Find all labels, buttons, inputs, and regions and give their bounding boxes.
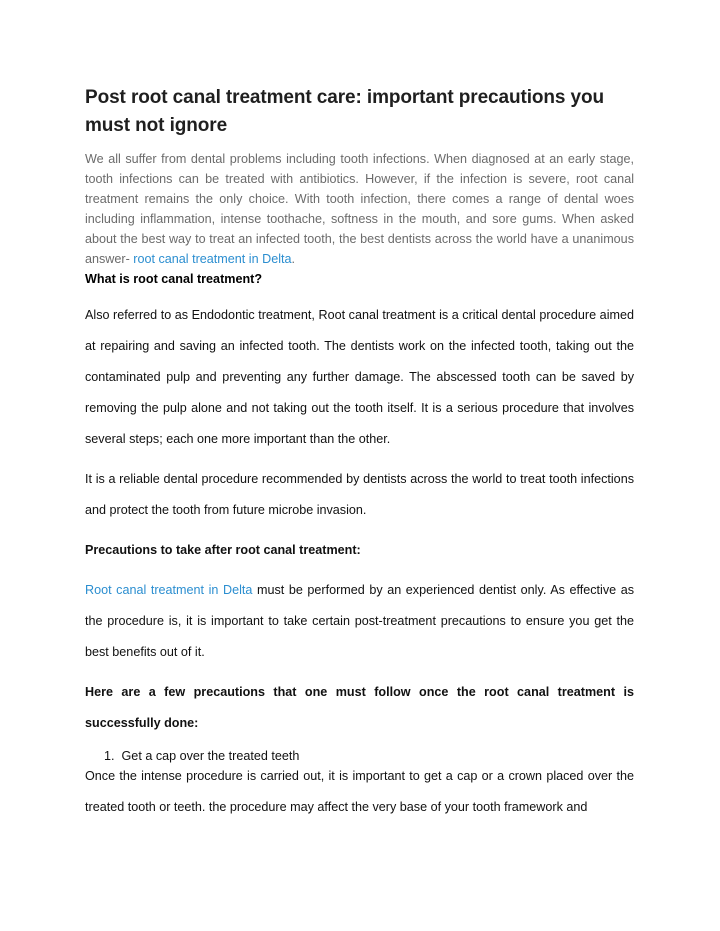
section2-paragraph-text: must be performed by an experienced dentist only. As effective as the procedure is, it is important to take certain post-treatment precautions to ensure you get the best benefits out of it. (85, 583, 635, 659)
item1-paragraph: Once the intense procedure is carried out, it is important to get a cap or a crown placed over the treated tooth or teeth. the procedure may affect the very base of your tooth framework and (85, 769, 634, 814)
document-title: Post root canal treatment care: important precautions you must not ignore (85, 87, 605, 136)
section2-paragraph (85, 575, 634, 668)
section-heading-what-is: What is root canal treatment? (85, 272, 263, 286)
section1-paragraph-1: Also referred to as Endodontic treatment, Root canal treatment is a critical dental procedure aimed at repairing and saving an infected tooth. The dentists work on the infected tooth, taking out the contaminated pulp and preventing any further damage. The abscessed tooth can be saved by removing the pulp alone and not taking out the tooth itself. It is a serious procedure that involves several steps; each one more important than the other. (85, 308, 634, 446)
section-heading-precautions: Precautions to take after root canal treatment: (85, 543, 361, 557)
root-canal-delta-link[interactable]: root canal treatment in Delta (133, 252, 292, 266)
intro-text: We all suffer from dental problems including tooth infections. When diagnosed at an early stage, tooth infections can be treated with antibiotics. However, if the infection is severe, root canal treatment remains the only choice. With tooth infection, there comes a range of dental woes including inflammation, intense toothache, softness in the mouth, and sore gums. When asked about the best way to treat an infected tooth, the best dentists across the world have a unanimous answer- (85, 152, 634, 266)
list-item-label: Get a cap over the treated teeth (121, 749, 300, 763)
section1-paragraph-2: It is a reliable dental procedure recommended by dentists across the world to treat tooth infections and protect the tooth from future microbe invasion. (85, 472, 634, 517)
document-content (85, 84, 634, 823)
section-heading-few-precautions: Here are a few precautions that one must follow once the root canal treatment is successfully done: (85, 685, 634, 730)
intro-paragraph (85, 149, 634, 269)
root-canal-delta-link-2[interactable]: Root canal treatment in Delta (85, 583, 253, 597)
intro-period: . (291, 252, 295, 266)
list-item-number: 1. (104, 749, 115, 763)
